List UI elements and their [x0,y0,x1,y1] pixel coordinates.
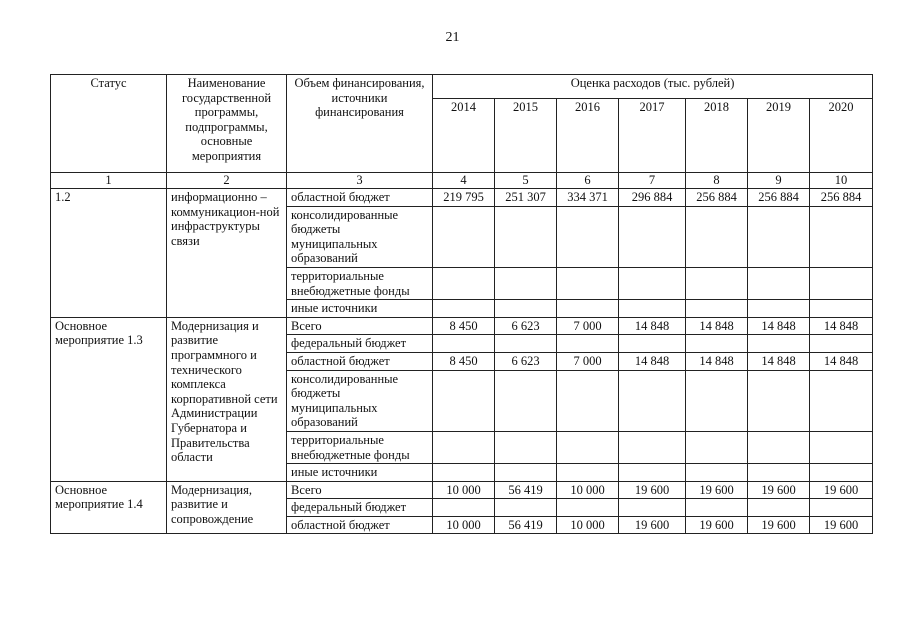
value-cell [557,464,619,482]
funding-source-cell: консолидированные бюджеты муниципальных образований [287,370,433,431]
page-number: 21 [445,30,460,45]
value-cell: 256 884 [686,189,748,207]
value-cell [686,267,748,299]
header-year: 2014 [433,99,495,173]
value-cell [433,431,495,463]
value-cell: 19 600 [810,481,873,499]
column-index: 7 [619,173,686,189]
value-cell [686,464,748,482]
value-cell [433,335,495,353]
header-name: Наименование государственной программы, подпрограммы, основные мероприятия [167,75,287,173]
value-cell: 14 848 [810,352,873,370]
funding-source-cell: иные источники [287,464,433,482]
table-body [51,75,873,534]
value-cell [810,206,873,267]
value-cell [433,206,495,267]
value-cell [810,335,873,353]
funding-source-cell: федеральный бюджет [287,499,433,517]
header-year: 2015 [495,99,557,173]
value-cell [619,267,686,299]
funding-source-cell: территориальные внебюджетные фонды [287,431,433,463]
value-cell [619,206,686,267]
value-cell: 19 600 [619,516,686,534]
funding-source-cell: территориальные внебюджетные фонды [287,267,433,299]
funding-source-cell: Всего [287,481,433,499]
column-index: 2 [167,173,287,189]
value-cell: 56 419 [495,516,557,534]
value-cell [495,499,557,517]
header-year: 2019 [748,99,810,173]
value-cell [619,370,686,431]
header-estimate: Оценка расходов (тыс. рублей) [433,75,873,99]
value-cell: 14 848 [686,317,748,335]
value-cell [748,335,810,353]
value-cell [748,300,810,318]
value-cell [495,206,557,267]
value-cell: 19 600 [748,516,810,534]
value-cell [748,499,810,517]
column-index: 9 [748,173,810,189]
value-cell [686,206,748,267]
value-cell: 56 419 [495,481,557,499]
column-index-row [51,173,873,189]
value-cell: 10 000 [557,481,619,499]
value-cell [810,499,873,517]
value-cell [557,431,619,463]
header-row [51,75,873,99]
program-name-cell: Модернизация и развитие программного и технического комплекса корпоративной сети Администрации Губернатора и Правительства области [167,317,287,481]
value-cell: 6 623 [495,352,557,370]
value-cell: 19 600 [619,481,686,499]
funding-source-cell: областной бюджет [287,352,433,370]
column-index: 5 [495,173,557,189]
value-cell [495,464,557,482]
value-cell [495,370,557,431]
value-cell [748,206,810,267]
column-index: 6 [557,173,619,189]
value-cell: 8 450 [433,352,495,370]
funding-source-cell: Всего [287,317,433,335]
value-cell [748,267,810,299]
status-cell: 1.2 [51,189,167,318]
status-cell: Основное мероприятие 1.4 [51,481,167,534]
value-cell: 7 000 [557,352,619,370]
value-cell [619,499,686,517]
value-cell: 296 884 [619,189,686,207]
value-cell [495,300,557,318]
value-cell: 219 795 [433,189,495,207]
value-cell [686,370,748,431]
value-cell: 7 000 [557,317,619,335]
value-cell [748,431,810,463]
value-cell [686,499,748,517]
value-cell [433,464,495,482]
value-cell [686,431,748,463]
value-cell: 14 848 [748,317,810,335]
value-cell [433,499,495,517]
value-cell [810,300,873,318]
column-index: 8 [686,173,748,189]
funding-source-cell: федеральный бюджет [287,335,433,353]
value-cell [495,335,557,353]
header-year: 2020 [810,99,873,173]
table-row [51,317,873,335]
value-cell [810,464,873,482]
value-cell: 10 000 [433,481,495,499]
value-cell [557,370,619,431]
value-cell: 19 600 [748,481,810,499]
table-row [51,189,873,207]
value-cell [810,370,873,431]
column-index: 1 [51,173,167,189]
value-cell [686,300,748,318]
value-cell: 19 600 [810,516,873,534]
value-cell: 8 450 [433,317,495,335]
column-index: 4 [433,173,495,189]
value-cell [810,267,873,299]
value-cell [748,464,810,482]
value-cell: 14 848 [619,352,686,370]
value-cell [433,267,495,299]
header-status: Статус [51,75,167,173]
value-cell: 334 371 [557,189,619,207]
funding-source-cell: иные источники [287,300,433,318]
status-cell: Основное мероприятие 1.3 [51,317,167,481]
funding-source-cell: областной бюджет [287,516,433,534]
program-name-cell: информационно – коммуникацион-ной инфраструктуры связи [167,189,287,318]
value-cell [557,267,619,299]
value-cell [557,335,619,353]
column-index: 10 [810,173,873,189]
program-name-cell: Модернизация, развитие и сопровождение [167,481,287,534]
value-cell [557,206,619,267]
value-cell: 19 600 [686,516,748,534]
value-cell [495,267,557,299]
funding-source-cell: областной бюджет [287,189,433,207]
expense-table [50,74,873,534]
value-cell [619,464,686,482]
value-cell: 14 848 [810,317,873,335]
value-cell [557,499,619,517]
value-cell [619,300,686,318]
value-cell: 10 000 [433,516,495,534]
value-cell [557,300,619,318]
funding-source-cell: консолидированные бюджеты муниципальных образований [287,206,433,267]
value-cell [686,335,748,353]
value-cell [619,335,686,353]
value-cell: 6 623 [495,317,557,335]
value-cell [433,300,495,318]
value-cell: 256 884 [810,189,873,207]
value-cell [433,370,495,431]
value-cell: 19 600 [686,481,748,499]
table-row [51,481,873,499]
value-cell [619,431,686,463]
value-cell: 14 848 [748,352,810,370]
value-cell: 10 000 [557,516,619,534]
value-cell: 14 848 [686,352,748,370]
value-cell [748,370,810,431]
value-cell [810,431,873,463]
column-index: 3 [287,173,433,189]
value-cell: 251 307 [495,189,557,207]
header-year: 2017 [619,99,686,173]
value-cell [495,431,557,463]
header-funding: Объем финансирования, источники финансирования [287,75,433,173]
value-cell: 14 848 [619,317,686,335]
value-cell: 256 884 [748,189,810,207]
header-year: 2016 [557,99,619,173]
header-year: 2018 [686,99,748,173]
